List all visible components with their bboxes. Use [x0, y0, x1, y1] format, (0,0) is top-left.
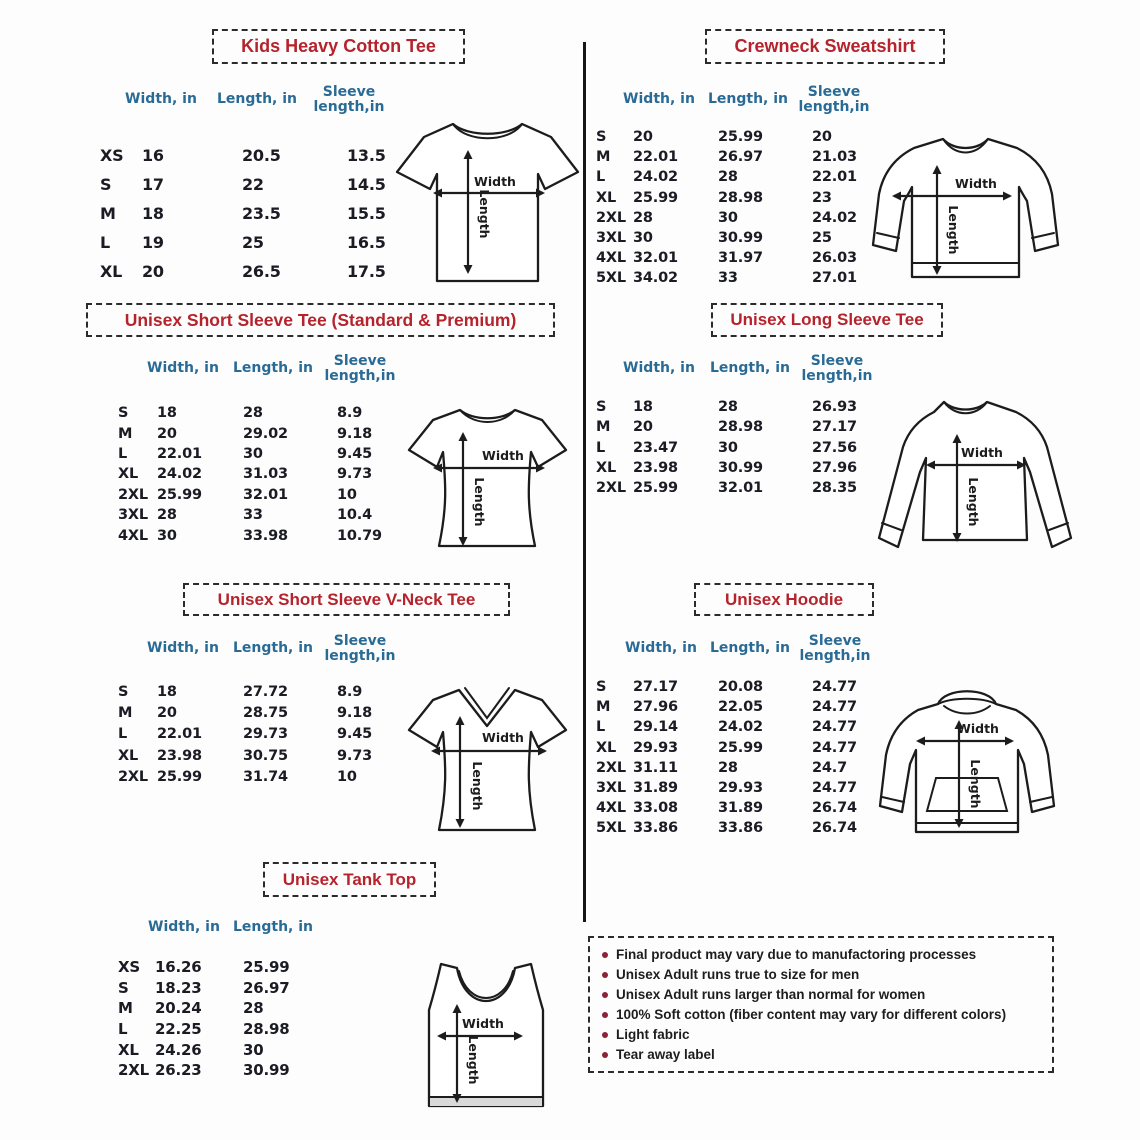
length-cell: 28 [718, 759, 738, 776]
size-cell: XL [100, 262, 123, 281]
table-row [118, 485, 417, 505]
sleeve-cell: 8.9 [337, 405, 363, 422]
sleeve-cell: 24.77 [812, 780, 857, 797]
width-cell: 30 [157, 527, 177, 544]
size-cell: S [100, 175, 112, 194]
width-cell: 24.26 [155, 1040, 202, 1059]
table-row [596, 717, 902, 737]
length-cell: 31.89 [718, 800, 763, 817]
bullet-icon [602, 972, 608, 978]
width-cell: 18 [633, 399, 653, 416]
size-cell: M [118, 705, 133, 722]
width-cell: 20 [157, 425, 177, 442]
length-cell: 30 [243, 1040, 264, 1059]
size-cell: S [596, 399, 607, 416]
size-cell: XL [118, 747, 139, 764]
width-cell: 20 [633, 419, 653, 436]
length-cell: 27.72 [243, 683, 288, 700]
length-cell: 28.98 [243, 1020, 290, 1039]
table-row [118, 1039, 343, 1060]
width-label: Width [462, 1016, 504, 1031]
length-cell: 25.99 [718, 739, 763, 756]
note-item [602, 1027, 1040, 1042]
section-title-box [705, 29, 945, 64]
column-header-sleeve: Sleeve length,in [324, 353, 396, 385]
length-cell: 26.97 [718, 149, 763, 166]
size-cell: XS [100, 146, 124, 165]
length-cell: 29.73 [243, 726, 288, 743]
sleeve-cell: 24.77 [812, 719, 857, 736]
sleeve-cell: 27.01 [812, 270, 857, 287]
hoodie-illustration [872, 678, 1062, 850]
length-label: Length [966, 477, 981, 527]
width-cell: 16.26 [155, 958, 202, 977]
size-cell: 3XL [596, 780, 626, 797]
sleeve-cell: 21.03 [812, 149, 857, 166]
section-title-box [694, 583, 874, 616]
width-cell: 20 [633, 129, 653, 146]
table-row [596, 798, 902, 818]
length-cell: 28 [718, 169, 738, 186]
width-cell: 20.24 [155, 999, 202, 1018]
size-cell: 2XL [118, 769, 148, 786]
size-cell: 2XL [596, 480, 626, 497]
size-cell: 5XL [596, 820, 626, 837]
size-cell: L [596, 439, 606, 456]
table-row [118, 505, 417, 525]
long-sleeve-tee-illustration [858, 390, 1073, 568]
length-cell: 30 [718, 439, 738, 456]
width-cell: 29.14 [633, 719, 678, 736]
product-notes-box [588, 936, 1054, 1073]
table-row [596, 228, 902, 248]
column-header-length: Length, in [232, 640, 314, 656]
width-cell: 28 [157, 507, 177, 524]
sleeve-cell: 9.18 [337, 425, 372, 442]
size-cell: 3XL [596, 230, 626, 247]
table-row [596, 167, 902, 187]
size-cell: 2XL [596, 759, 626, 776]
tank-top-illustration [425, 958, 547, 1118]
length-label: Length [466, 1035, 481, 1085]
column-header-length: Length, in [232, 360, 314, 376]
table-row [596, 147, 902, 167]
table-row [100, 170, 437, 199]
length-cell: 28.75 [243, 705, 288, 722]
length-label: Length [470, 761, 485, 811]
length-cell: 24.02 [718, 719, 763, 736]
table-row [118, 444, 417, 464]
size-cell: 5XL [596, 270, 626, 287]
length-cell: 28 [243, 405, 263, 422]
section-title-box [263, 862, 436, 897]
size-cell: S [118, 405, 129, 422]
v-neck-tee-illustration [405, 678, 570, 843]
column-header-width: Width, in [148, 919, 220, 935]
length-cell: 28 [243, 999, 264, 1018]
table-row [118, 464, 417, 484]
length-cell: 30.99 [718, 460, 763, 477]
sleeve-cell: 24.7 [812, 759, 847, 776]
size-cell: XS [118, 958, 140, 977]
bullet-icon [602, 1052, 608, 1058]
size-cell: S [118, 978, 129, 997]
sleeve-cell: 10.4 [337, 507, 372, 524]
size-table [100, 141, 437, 286]
sleeve-cell: 28.35 [812, 480, 857, 497]
width-cell: 31.89 [633, 780, 678, 797]
note-text: 100% Soft cotton (fiber content may vary for different colors) [616, 1007, 1007, 1022]
column-header-width: Width, in [125, 91, 197, 107]
section-title: Kids Heavy Cotton Tee [241, 36, 436, 56]
table-row [100, 141, 437, 170]
length-cell: 22 [242, 175, 264, 194]
table-row [596, 677, 902, 697]
length-cell: 30.75 [243, 747, 288, 764]
width-cell: 30 [633, 230, 653, 247]
length-cell: 28.98 [718, 419, 763, 436]
size-cell: L [118, 726, 128, 743]
width-cell: 18 [142, 204, 164, 223]
width-cell: 20 [142, 262, 164, 281]
length-cell: 31.03 [243, 466, 288, 483]
length-cell: 22.05 [718, 699, 763, 716]
size-cell: XL [118, 1040, 139, 1059]
width-label: Width [961, 445, 1003, 460]
table-row [596, 208, 902, 228]
sleeve-cell: 9.73 [337, 466, 372, 483]
size-cell: XL [118, 466, 139, 483]
fitted-tee-illustration [405, 398, 570, 558]
length-cell: 25.99 [243, 958, 290, 977]
size-cell: L [100, 233, 110, 252]
width-cell: 31.11 [633, 759, 678, 776]
width-cell: 17 [142, 175, 164, 194]
column-header-length: Length, in [216, 91, 298, 107]
column-header-length: Length, in [232, 919, 314, 935]
bullet-icon [602, 992, 608, 998]
size-cell: XL [596, 739, 617, 756]
width-cell: 27.17 [633, 679, 678, 696]
size-cell: M [118, 999, 133, 1018]
length-cell: 33.86 [718, 820, 763, 837]
length-cell: 32.01 [718, 480, 763, 497]
width-cell: 23.98 [157, 747, 202, 764]
table-row [118, 998, 343, 1019]
sleeve-cell: 8.9 [337, 683, 363, 700]
length-cell: 30.99 [243, 1061, 290, 1080]
length-cell: 26.97 [243, 978, 290, 997]
width-cell: 24.02 [157, 466, 202, 483]
width-cell: 22.01 [157, 726, 202, 743]
table-row [118, 724, 417, 745]
sleeve-cell: 10.79 [337, 527, 382, 544]
length-cell: 28.98 [718, 189, 763, 206]
table-row [596, 248, 902, 268]
width-cell: 25.99 [633, 189, 678, 206]
size-cell: L [596, 169, 606, 186]
width-label: Width [482, 730, 524, 745]
table-row [596, 758, 902, 778]
length-cell: 30 [243, 445, 263, 462]
size-table [118, 957, 343, 1081]
table-row [596, 438, 902, 458]
table-row [596, 458, 902, 478]
table-row [118, 745, 417, 766]
sweatshirt-outline [873, 139, 1058, 277]
sleeve-cell: 15.5 [347, 204, 386, 223]
column-header-width: Width, in [623, 360, 695, 376]
sleeve-cell: 24.77 [812, 699, 857, 716]
size-cell: 4XL [596, 800, 626, 817]
note-text: Light fabric [616, 1027, 690, 1042]
size-cell: 3XL [118, 507, 148, 524]
sleeve-cell: 26.74 [812, 800, 857, 817]
length-label: Length [946, 205, 961, 255]
note-text: Unisex Adult runs larger than normal for women [616, 987, 926, 1002]
size-cell: S [596, 679, 607, 696]
width-cell: 18 [157, 683, 177, 700]
table-row [596, 697, 902, 717]
table-row [100, 228, 437, 257]
section-title-box [183, 583, 510, 616]
width-cell: 25.99 [157, 486, 202, 503]
width-cell: 29.93 [633, 739, 678, 756]
size-table [118, 403, 417, 546]
column-header-sleeve: Sleeve length,in [798, 84, 870, 116]
width-label: Width [955, 176, 997, 191]
kids-tee-illustration [395, 112, 580, 290]
size-cell: M [118, 425, 133, 442]
column-header-width: Width, in [625, 640, 697, 656]
sleeve-cell: 22.01 [812, 169, 857, 186]
length-cell: 26.5 [242, 262, 281, 281]
sleeve-cell: 16.5 [347, 233, 386, 252]
size-cell: S [118, 683, 129, 700]
sleeve-cell: 26.03 [812, 250, 857, 267]
column-header-width: Width, in [147, 640, 219, 656]
width-cell: 23.98 [633, 460, 678, 477]
note-item [602, 1047, 1040, 1062]
sleeve-cell: 17.5 [347, 262, 386, 281]
size-cell: M [596, 419, 611, 436]
length-cell: 25 [242, 233, 264, 252]
column-header-width: Width, in [147, 360, 219, 376]
width-cell: 22.01 [157, 445, 202, 462]
sleeve-cell: 9.73 [337, 747, 372, 764]
table-row [118, 1019, 343, 1040]
width-cell: 18.23 [155, 978, 202, 997]
table-row [118, 978, 343, 999]
length-cell: 20.08 [718, 679, 763, 696]
width-cell: 25.99 [633, 480, 678, 497]
table-row [596, 268, 902, 288]
length-cell: 32.01 [243, 486, 288, 503]
size-cell: M [596, 699, 611, 716]
table-row [118, 957, 343, 978]
table-row [118, 423, 417, 443]
section-title: Unisex Short Sleeve Tee (Standard & Premium) [124, 309, 517, 330]
table-row [118, 525, 417, 545]
column-header-length: Length, in [707, 91, 789, 107]
table-row [596, 818, 902, 838]
table-row [118, 767, 417, 788]
size-table [118, 681, 417, 788]
width-cell: 20 [157, 705, 177, 722]
sleeve-cell: 10 [337, 769, 357, 786]
section-title: Unisex Short Sleeve V-Neck Tee [217, 589, 476, 609]
column-header-sleeve: Sleeve length,in [801, 353, 873, 385]
size-cell: XL [596, 460, 617, 477]
width-cell: 18 [157, 405, 177, 422]
width-cell: 22.01 [633, 149, 678, 166]
width-cell: 28 [633, 209, 653, 226]
width-cell: 16 [142, 146, 164, 165]
hem-band [430, 1097, 542, 1106]
length-cell: 25.99 [718, 129, 763, 146]
bullet-icon [602, 1012, 608, 1018]
sleeve-cell: 23 [812, 189, 832, 206]
size-cell: M [596, 149, 611, 166]
sleeve-cell: 27.17 [812, 419, 857, 436]
table-row [100, 257, 437, 286]
section-title-box [86, 303, 555, 337]
column-header-width: Width, in [623, 91, 695, 107]
crewneck-sweatshirt-illustration [868, 125, 1063, 290]
size-table [596, 677, 902, 839]
table-row [596, 478, 902, 498]
table-row [596, 188, 902, 208]
size-cell: S [596, 129, 607, 146]
note-item [602, 947, 1040, 962]
size-cell: L [596, 719, 606, 736]
sleeve-cell: 25 [812, 230, 832, 247]
length-cell: 31.97 [718, 250, 763, 267]
section-title: Unisex Tank Top [282, 869, 417, 889]
length-cell: 28 [718, 399, 738, 416]
size-cell: L [118, 1020, 128, 1039]
length-cell: 29.93 [718, 780, 763, 797]
width-cell: 27.96 [633, 699, 678, 716]
column-header-length: Length, in [709, 640, 791, 656]
note-item [602, 967, 1040, 982]
bullet-icon [602, 1032, 608, 1038]
column-header-sleeve: Sleeve length,in [313, 84, 385, 116]
column-header-length: Length, in [709, 360, 791, 376]
sleeve-cell: 10 [337, 486, 357, 503]
length-cell: 29.02 [243, 425, 288, 442]
width-cell: 19 [142, 233, 164, 252]
size-cell: 2XL [118, 1061, 149, 1080]
length-label: Length [477, 189, 492, 239]
width-cell: 24.02 [633, 169, 678, 186]
width-label: Width [957, 721, 999, 736]
size-table [596, 127, 902, 289]
table-row [100, 199, 437, 228]
width-cell: 25.99 [157, 769, 202, 786]
width-cell: 26.23 [155, 1061, 202, 1080]
width-cell: 34.02 [633, 270, 678, 287]
size-cell: 4XL [596, 250, 626, 267]
sleeve-cell: 13.5 [347, 146, 386, 165]
size-cell: 4XL [118, 527, 148, 544]
sleeve-cell: 24.02 [812, 209, 857, 226]
v-neck-outline [409, 690, 566, 830]
length-cell: 20.5 [242, 146, 281, 165]
length-cell: 33 [243, 507, 263, 524]
size-cell: 2XL [596, 209, 626, 226]
sleeve-cell: 9.18 [337, 705, 372, 722]
sleeve-cell: 24.77 [812, 739, 857, 756]
length-cell: 31.74 [243, 769, 288, 786]
size-table [596, 397, 902, 498]
size-cell: L [118, 445, 128, 462]
table-row [596, 778, 902, 798]
sleeve-cell: 26.74 [812, 820, 857, 837]
sleeve-cell: 20 [812, 129, 832, 146]
size-cell: XL [596, 189, 617, 206]
note-text: Final product may vary due to manufactoring processes [616, 947, 977, 962]
sleeve-cell: 26.93 [812, 399, 857, 416]
width-cell: 32.01 [633, 250, 678, 267]
note-item [602, 987, 1040, 1002]
size-cell: 2XL [118, 486, 148, 503]
section-title-box [711, 303, 943, 337]
sleeve-cell: 9.45 [337, 726, 372, 743]
length-cell: 33.98 [243, 527, 288, 544]
width-label: Width [474, 174, 516, 189]
sleeve-cell: 9.45 [337, 445, 372, 462]
table-row [596, 127, 902, 147]
length-label: Length [472, 477, 487, 527]
width-label: Width [482, 448, 524, 463]
note-text: Unisex Adult runs true to size for men [616, 967, 860, 982]
length-label: Length [968, 759, 983, 809]
width-cell: 22.25 [155, 1020, 202, 1039]
table-row [596, 397, 902, 417]
note-item [602, 1007, 1040, 1022]
section-title: Crewneck Sweatshirt [734, 36, 916, 56]
bullet-icon [602, 952, 608, 958]
table-row [596, 417, 902, 437]
section-title: Unisex Long Sleeve Tee [730, 310, 924, 329]
sleeve-cell: 27.96 [812, 460, 857, 477]
width-cell: 23.47 [633, 439, 678, 456]
note-text: Tear away label [616, 1047, 715, 1062]
length-cell: 30.99 [718, 230, 763, 247]
table-row [118, 702, 417, 723]
size-cell: M [100, 204, 116, 223]
sleeve-cell: 14.5 [347, 175, 386, 194]
section-title-box [212, 29, 465, 64]
table-row [596, 738, 902, 758]
width-cell: 33.86 [633, 820, 678, 837]
table-row [118, 403, 417, 423]
sleeve-cell: 27.56 [812, 439, 857, 456]
length-cell: 33 [718, 270, 738, 287]
table-row [118, 1060, 343, 1081]
column-header-sleeve: Sleeve length,in [799, 633, 871, 665]
width-cell: 33.08 [633, 800, 678, 817]
section-title: Unisex Hoodie [724, 589, 844, 609]
table-row [118, 681, 417, 702]
column-header-sleeve: Sleeve length,in [324, 633, 396, 665]
length-cell: 30 [718, 209, 738, 226]
column-divider [583, 42, 586, 922]
sleeve-cell: 24.77 [812, 679, 857, 696]
length-cell: 23.5 [242, 204, 281, 223]
